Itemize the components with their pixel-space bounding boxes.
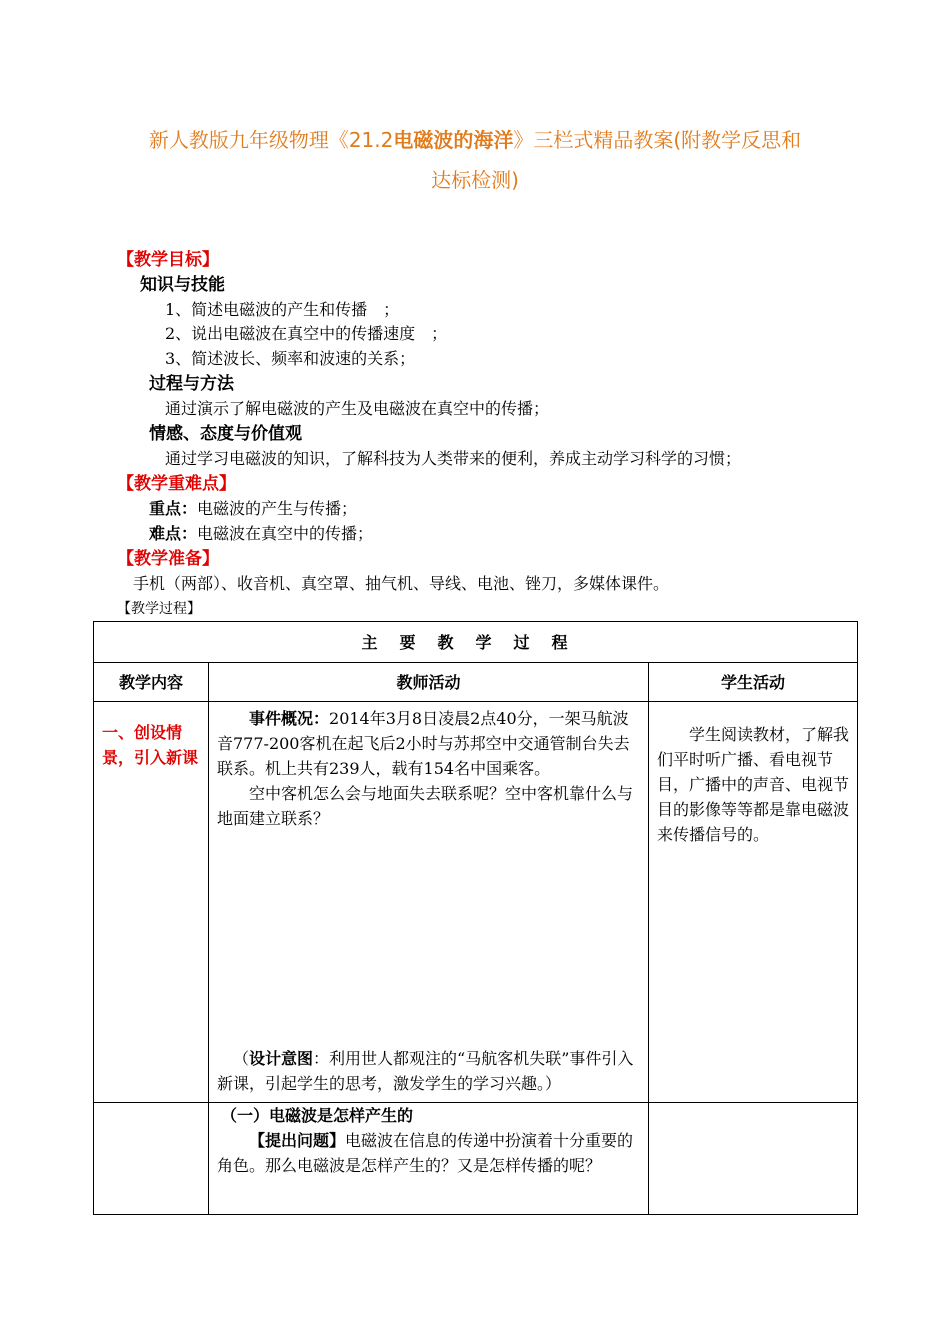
knowledge-item-3: 3、简述波长、频率和波速的关系； xyxy=(165,349,416,368)
row1-question: 空中客机怎么会与地面失去联系呢？空中客机靠什么与地面建立联系？ xyxy=(217,784,634,828)
row2-student xyxy=(649,1103,858,1215)
col-header-student: 学生活动 xyxy=(649,663,858,702)
preparation-text: 手机（两部）、收音机、真空罩、抽气机、导线、电池、锉刀，多媒体课件。 xyxy=(133,574,670,593)
preparation-heading: 【教学准备】 xyxy=(117,549,219,569)
document-title: 新人教版九年级物理《21.2电磁波的海洋》三栏式精品教案(附教学反思和 达标检测) xyxy=(148,128,802,192)
teaching-process-table xyxy=(93,621,858,1215)
row2-question: 【提出问题】电磁波在信息的传递中扮演着十分重要的角色。那么电磁波是怎样产生的？又是怎样传播的呢？ xyxy=(217,1131,634,1175)
keypoints-heading: 【教学重难点】 xyxy=(117,474,236,494)
col-header-teacher: 教师活动 xyxy=(209,663,649,702)
col-header-content: 教学内容 xyxy=(94,663,209,702)
process-heading: 过程与方法 xyxy=(149,374,234,394)
focus-line: 重点：电磁波的产生与传播； xyxy=(149,499,358,518)
emotion-heading: 情感、态度与价值观 xyxy=(149,424,302,444)
knowledge-heading: 知识与技能 xyxy=(140,275,225,295)
difficulty-line: 难点：电磁波在真空中的传播； xyxy=(149,524,374,543)
row1-teacher xyxy=(209,702,649,1103)
row1-label: 一、创设情景，引入新课 xyxy=(94,702,209,1103)
knowledge-item-2: 2、说出电磁波在真空中的传播速度 ； xyxy=(165,324,448,343)
process-text: 通过演示了解电磁波的产生及电磁波在真空中的传播； xyxy=(165,399,550,418)
row1-event: 事件概况：2014年3月8日凌晨2点40分，一架马航波音777-200客机在起飞后2小时与苏邦空中交通管制台失去联系。机上共有239人，载有154名中国乘客。 xyxy=(217,709,630,778)
row2-label xyxy=(94,1103,209,1215)
row1-student: 学生阅读教材，了解我们平时听广播、看电视节目，广播中的声音、电视节目的影像等等都是靠电磁波来传播信号的。 xyxy=(649,702,858,1103)
table-main-header: 主要教学过程 xyxy=(94,622,858,663)
knowledge-item-1: 1、简述电磁波的产生和传播 ； xyxy=(165,300,400,319)
process-section-heading: 【教学过程】 xyxy=(117,601,201,617)
objectives-heading: 【教学目标】 xyxy=(117,250,219,270)
row2-teacher xyxy=(209,1103,649,1215)
row1-intent: （设计意图：利用世人都观注的“马航客机失联”事件引入新课，引起学生的思考，激发学生的学习兴趣。） xyxy=(217,1049,634,1093)
row2-subheading: （一）电磁波是怎样产生的 xyxy=(221,1106,414,1125)
emotion-text: 通过学习电磁波的知识，了解科技为人类带来的便利，养成主动学习科学的习惯； xyxy=(165,449,742,468)
